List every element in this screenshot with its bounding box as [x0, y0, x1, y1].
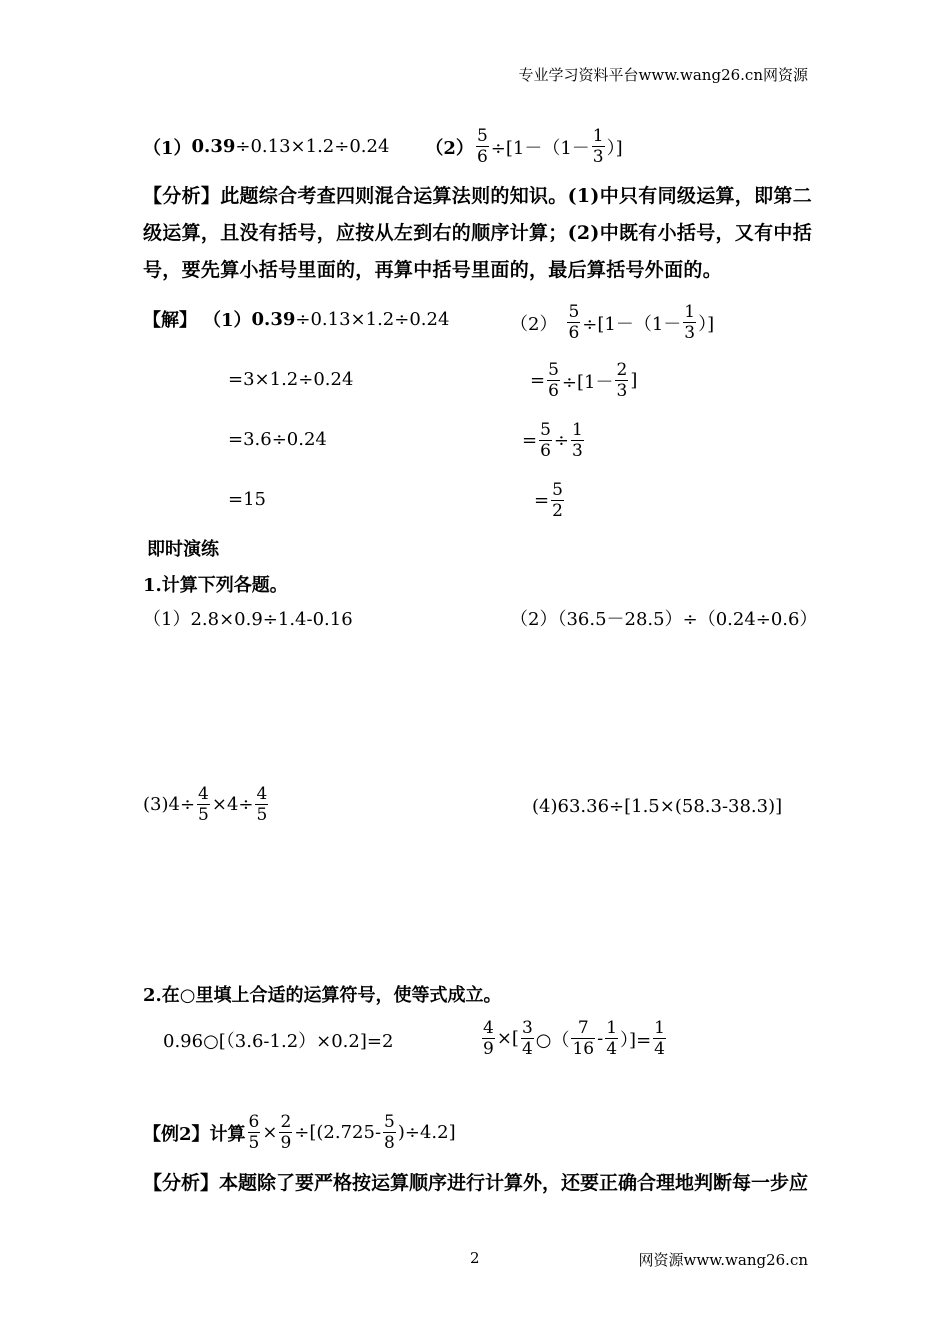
example1-problems [143, 126, 623, 167]
solution2-step3: = $\frac{5}{2}$ [534, 480, 563, 521]
solution1-label: （1） [203, 310, 252, 331]
ex2-fraction-2-9: $\frac{2}{9}$ [280, 1112, 292, 1153]
question1-part1: （1）2.8×0.9÷1.4-0.16 [143, 609, 353, 630]
q2-fraction-4-9: $\frac{4}{9}$ [483, 1018, 494, 1059]
solution-tag: 【解】 [143, 310, 197, 331]
problem1-label: （1） [143, 137, 192, 159]
step3-fraction-5-2: $\frac{5}{2}$ [552, 480, 563, 521]
solution1-step1: =3×1.2÷0.24 [228, 369, 354, 390]
operator-circle: ○（ [535, 1029, 570, 1051]
analysis-paragraph-2: 【分析】本题除了要严格按运算顺序进行计算外，还要正确合理地判断每一步应 [143, 1172, 809, 1194]
solution2-label: （2） [510, 313, 558, 335]
question1-part4: (4)63.36÷[1.5×(58.3-38.3)] [532, 796, 783, 817]
fraction-1-3: $\frac{1}{3}$ [592, 126, 604, 167]
solution2-close: ）] [698, 313, 715, 335]
step1-fraction-5-6: $\frac{5}{6}$ [548, 360, 559, 401]
step2-fraction-1-3: $\frac{1}{3}$ [572, 420, 583, 461]
solution1-number: 0.39 [251, 308, 296, 330]
solution1-step2: =3.6÷0.24 [228, 429, 327, 450]
page-header: 专业学习资料平台www.wang26.cn网资源 [518, 66, 808, 84]
q2-fraction-7-16: $\frac{7}{16}$ [572, 1018, 595, 1059]
page-number: 2 [470, 1249, 480, 1267]
example2-line: 【例2】 计算 $\frac{6}{5}$ × $\frac{2}{9}$ ÷[(2.725- $\frac{5}{8}$ )÷4.2] [143, 1112, 456, 1153]
question1-part2: （2）（36.5－28.5）÷（0.24÷0.6） [510, 609, 818, 630]
problem1-number: 0.39 [191, 136, 236, 157]
q3-fraction-4-5-b: $\frac{4}{5}$ [256, 784, 268, 825]
problem2-expression: ÷[1－（1－ [490, 137, 590, 159]
solution2-line [510, 302, 714, 343]
solution-line [143, 306, 449, 332]
problem1-expression: ÷0.13×1.2÷0.24 [235, 136, 390, 157]
example2-tag: 【例2】 [143, 1123, 210, 1145]
ex2-fraction-6-5: $\frac{6}{5}$ [248, 1112, 260, 1153]
problem2-label: （2） [425, 137, 474, 159]
ex2-fraction-5-8: $\frac{5}{8}$ [384, 1112, 395, 1153]
question2-part1: 0.96○[（3.6-1.2）×0.2]=2 [163, 1031, 394, 1052]
footer-site: 网资源www.wang26.cn [638, 1251, 808, 1269]
solution2-fraction-1-3: $\frac{1}{3}$ [684, 302, 696, 343]
question1-part3: (3)4÷ $\frac{4}{5}$ ×4÷ $\frac{4}{5}$ [143, 784, 268, 825]
practice-title: 即时演练 [147, 539, 219, 560]
question1-title: 1.计算下列各题。 [143, 575, 288, 596]
problem2-close: ）] [606, 137, 623, 159]
q2-fraction-1-4-b: $\frac{1}{4}$ [654, 1018, 665, 1059]
analysis-paragraph-1: 【分析】此题综合考查四则混合运算法则的知识。(1)中只有同级运算，即第二级运算，且没有括号，应按从左到右的顺序计算；(2)中既有小括号，又有中括号，要先算小括号里面的，再算中括号里面的，最后算括号外面的。 [143, 185, 813, 281]
step2-fraction-5-6: $\frac{5}{6}$ [540, 420, 551, 461]
solution2-step2: = $\frac{5}{6}$ ÷ $\frac{1}{3}$ [522, 420, 583, 461]
question2-title: 2.在○里填上合适的运算符号，使等式成立。 [143, 985, 502, 1006]
q2-fraction-1-4-a: $\frac{1}{4}$ [606, 1018, 618, 1059]
solution1-step3: =15 [228, 489, 266, 510]
q2-fraction-3-4: $\frac{3}{4}$ [521, 1018, 533, 1059]
solution2-fraction-5-6: $\frac{5}{6}$ [568, 302, 580, 343]
q3-fraction-4-5-a: $\frac{4}{5}$ [198, 784, 209, 825]
fraction-5-6: $\frac{5}{6}$ [476, 126, 488, 167]
step1-fraction-2-3: $\frac{2}{3}$ [616, 360, 628, 401]
solution2-expression: ÷[1－（1－ [582, 313, 682, 335]
solution1-expression: ÷0.13×1.2÷0.24 [295, 308, 450, 330]
question2-part2: $\frac{4}{9}$ ×[ $\frac{3}{4}$ ○（ $\frac{7}{16}$ - $\frac{1}{4}$ ）]= $\frac{1}{4}$ [483, 1018, 665, 1059]
solution2-step1: = $\frac{5}{6}$ ÷[1－ $\frac{2}{3}$ ] [530, 360, 638, 401]
